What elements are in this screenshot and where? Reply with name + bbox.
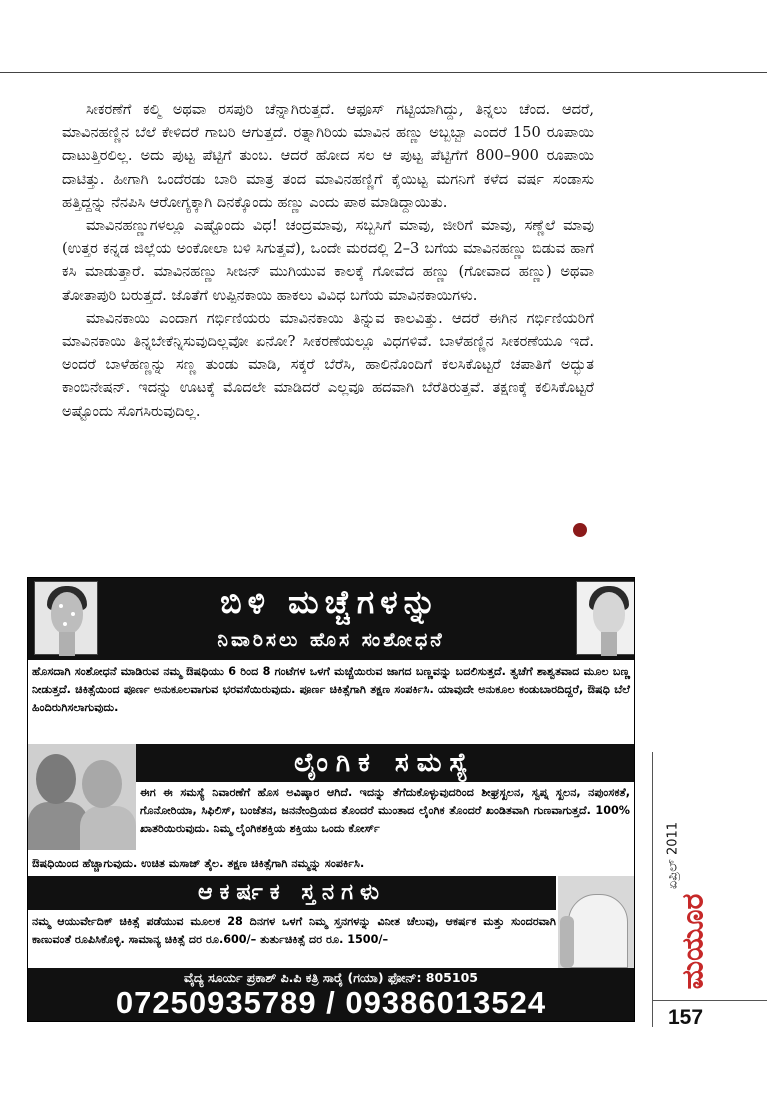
end-of-article-bullet: [573, 523, 587, 537]
ad-headline-breast: ಆಕರ್ಷಕ ಸ್ತನಗಳು: [198, 880, 386, 905]
article-paragraph-2: ಮಾವಿನಹಣ್ಣುಗಳಲ್ಲೂ ಎಷ್ಟೊಂದು ವಿಧ! ಚಂದ್ರಮಾವು, ಸಬ್ಬಸಿಗೆ ಮಾವು, ಜೀರಿಗೆ ಮಾವು, ಸಣ್ಣೆಲೆ ಮಾವು (ಉತ್ತರ ಕನ್ನಡ ಜಿಲ್ಲೆಯ ಅಂಕೋಲಾ ಬಳಿ ಸಿಗುತ್ತವೆ), ಒಂದೇ ಮರದಲ್ಲಿ 2–3 ಬಗೆಯ ಮಾವಿನಹಣ್ಣು ಬಿಡುವ ಹಾಗೆ ಕಸಿ ಮಾಡುತ್ತಾರೆ. ಮಾವಿನಹಣ್ಣು ಸೀಜನ್ ಮುಗಿಯುವ ಕಾಲಕ್ಕೆ ಗೋವೆದ ಹಣ್ಣು (ಗೋವಾದ ಹಣ್ಣು) ಅಥವಾ ತೋತಾಪುರಿ ಬರುತ್ತದೆ. ಜೊತೆಗೆ ಉಪ್ಪಿನಕಾಯಿ ಹಾಕಲು ವಿವಿಧ ಬಗೆಯ ಮಾವಿನಕಾಯಿಗಳು.: [62, 217, 594, 304]
article-body: [62, 98, 594, 423]
page-number: 157: [668, 1006, 704, 1029]
couple-photo: [28, 744, 136, 850]
advertisement: [27, 577, 635, 1022]
torso-photo: [558, 876, 634, 968]
ad-text-breast: ನಮ್ಮ ಆಯುರ್ವೇದಿಕ್ ಚಿಕಿತ್ಸೆ ಪಡೆಯುವ ಮೂಲಕ 28 ದಿನಗಳ ಒಳಗೆ ನಿಮ್ಮ ಸ್ತನಗಳನ್ನು ವಿನೀತ ಚೆಲುವು, ಆಕರ್ಷಕ ಮತ್ತು ಸುಂದರವಾಗಿ ಕಾಣುವಂತೆ ರೂಪಿಸಿಕೊಳ್ಳಿ. ಸಾಮಾನ್ಯ ಚಿಕಿತ್ಸೆ ದರ ರೂ.600/– ತುರ್ತುಚಿಕಿತ್ಸೆ ದರ ರೂ. 1500/–: [32, 915, 556, 946]
ad-headline-spots: ಬಿಳಿ ಮಚ್ಚೆಗಳನ್ನು: [220, 583, 442, 621]
ad-headline-sexual-problem: ಲೈಂಗಿಕ ಸಮಸ್ಯೆ: [294, 748, 476, 778]
magazine-logo: [664, 888, 724, 998]
ad-phone-numbers: 07250935789 / 09386013524: [115, 985, 547, 1020]
issue-date: [648, 821, 748, 890]
ad-text-sexual-problem-cont: ಔಷಧಿಯಿಂದ ಹೆಚ್ಚಾಗುವುದು. ಉಚಿತ ಮಸಾಜ್ ತೈಲ. ತಕ್ಷಣ ಚಿಕಿತ್ಸೆಗಾಗಿ ನಮ್ಮನ್ನು ಸಂಪರ್ಕಿಸಿ.: [32, 857, 365, 870]
article-paragraph-3: ಮಾವಿನಕಾಯಿ ಎಂದಾಗ ಗರ್ಭಿಣಿಯರು ಮಾವಿನಕಾಯಿ ತಿನ್ನುವ ಕಾಲವಿತ್ತು. ಆದರೆ ಈಗಿನ ಗರ್ಭಿಣಿಯರಿಗೆ ಮಾವಿನಕಾಯಿ ತಿನ್ನಬೇಕೆನ್ನಿಸುವುದಿಲ್ಲವೋ ಏನೋ? ಸೀಕರಣೆಯಲ್ಲೂ ವಿಧಗಳಿವೆ. ಬಾಳೆಹಣ್ಣಿನ ಸೀಕರಣೆಯೂ ಇದೆ. ಅಂದರೆ ಬಾಳೆಹಣ್ಣನ್ನು ಸಣ್ಣ ತುಂಡು ಮಾಡಿ, ಸಕ್ಕರೆ ಬೆರೆಸಿ, ಹಾಲಿನೊಂದಿಗೆ ಕಲಸಿಕೊಟ್ಟರೆ ಚಪಾತಿಗೆ ಅದ್ಭುತ ಕಾಂಬಿನೇಷನ್. ಇದನ್ನು ಊಟಕ್ಕೆ ಮೊದಲೇ ಮಾಡಿದರೆ ಎಲ್ಲವೂ ಹದವಾಗಿ ಬೆರೆತಿರುತ್ತವೆ. ತಕ್ಷಣಕ್ಕೆ ಕಲಿಸಿಕೊಟ್ಟರೆ ಅಷ್ಟೊಂದು ಸೊಗಸಿರುವುದಿಲ್ಲ.: [62, 309, 594, 420]
ad-subheadline-spots: ನಿವಾರಿಸಲು ಹೊಸ ಸಂಶೋಧನೆ: [217, 629, 445, 651]
ad-contact-band: [28, 968, 634, 1022]
face-with-spots-photo: [34, 581, 98, 655]
ad-contact-line: ವೈದ್ಯ ಸೂರ್ಯ ಪ್ರಕಾಶ್ ಪಿ.ಪಿ ಕತ್ರಿ ಸಾರೈ (ಗಯಾ) ಫೋನ್: 805105: [184, 970, 478, 985]
ad-text-sexual-problem: ಈಗ ಈ ಸಮಸ್ಯೆ ನಿವಾರಣೆಗೆ ಹೊಸ ಅವಿಷ್ಕಾರ ಆಗಿದೆ. ಇದನ್ನು ತೆಗೆದುಕೊಳ್ಳುವುದರಿಂದ ಶೀಘ್ರಸ್ಖಲನ, ಸ್ವಪ್ನ ಸ್ಖಲನ, ನಪುಂಸಕತೆ, ಗೊನೋರಿಯಾ, ಸಿಫಿಲಿಸ್, ಬಂಜೆತನ, ಜನನೇಂದ್ರಿಯದ ತೊಂದರೆ ಮುಂತಾದ ಲೈಂಗಿಕ ತೊಂದರೆ ಖಂಡಿತವಾಗಿ ಗುಣವಾಗುತ್ತದೆ. 100% ಖಾತರಿಯಿರುವುದು. ನಿಮ್ಮ ಲೈಂಗಿಕಶಕ್ತಿಯ ಶಕ್ತಿಯು ಒಂದು ಕೋರ್ಸ್: [140, 786, 630, 835]
article-paragraph-1: ಸೀಕರಣೆಗೆ ಕಲ್ಮಿ ಅಥವಾ ರಸಪುರಿ ಚೆನ್ನಾಗಿರುತ್ತದೆ. ಆಫೂಸ್ ಗಟ್ಟಿಯಾಗಿದ್ದು, ತಿನ್ನಲು ಚೆಂದ. ಆದರೆ, ಮಾವಿನಹಣ್ಣಿನ ಬೆಲೆ ಕೇಳಿದರೆ ಗಾಬರಿ ಆಗುತ್ತದೆ. ರತ್ನಾಗಿರಿಯ ಮಾವಿನ ಹಣ್ಣು ಅಬ್ಬಬ್ಬಾ ಎಂದರೆ 150 ರೂಪಾಯಿ ದಾಟುತ್ತಿರಲಿಲ್ಲ. ಅದು ಪುಟ್ಟ ಪೆಟ್ಟಿಗೆ ತುಂಬ. ಆದರೆ ಹೋದ ಸಲ ಆ ಪುಟ್ಟ ಪೆಟ್ಟಿಗೆಗೆ 800–900 ರೂಪಾಯಿ ದಾಟಿತ್ತು. ಹೀಗಾಗಿ ಒಂದೆರಡು ಬಾರಿ ಮಾತ್ರ ತಂದ ಮಾವಿನಹಣ್ಣಿಗೆ ಕೈಯಿಟ್ಟ ಮಗನಿಗೆ ಕಳೆದ ವರ್ಷ ಸಂಡಾಸು ಹತ್ತಿದ್ದನ್ನು ನೆನಪಿಸಿ ಆರೋಗ್ಯಕ್ಕಾಗಿ ದಿನಕ್ಕೊಂದು ಹಣ್ಣು ಎಂದು ಪಾಠ ಮಾಡಿದ್ದಾಯಿತು.: [62, 101, 594, 211]
issue-date-text: ಏಪ್ರಿಲ್ 2011: [665, 821, 681, 890]
magazine-logo-text: ಮಯೂರ: [675, 893, 711, 990]
ad-text-spots: ಹೊಸದಾಗಿ ಸಂಶೋಧನೆ ಮಾಡಿರುವ ನಮ್ಮ ಔಷಧಿಯು 6 ರಿಂದ 8 ಗಂಟೆಗಳ ಒಳಗೆ ಮಚ್ಚೆಯಿರುವ ಜಾಗದ ಬಣ್ಣವನ್ನು ಬದಲಿಸುತ್ತದೆ. ತ್ವಚೆಗೆ ಶಾಶ್ವತವಾದ ಮೂಲ ಬಣ್ಣ ನೀಡುತ್ತದೆ. ಚಿಕಿತ್ಸೆಯಿಂದ ಪೂರ್ಣ ಅನುಕೂಲವಾಗುವ ಭರವಸೆಯಿರುವುದು. ಪೂರ್ಣ ಚಿಕಿತ್ಸೆಗಾಗಿ ತಕ್ಷಣ ಸಂಪರ್ಕಿಸಿ. ಯಾವುದೇ ಅನುಕೂಲ ಕಂಡುಬಾರದಿದ್ದರೆ, ಔಷಧಿ ಬೆಲೆ ಹಿಂದಿರುಗಿಸಲಾಗುವುದು.: [32, 665, 630, 714]
ad-header-band: [28, 578, 634, 660]
page-number-rule: [652, 1000, 767, 1001]
sidebar-rule: [652, 752, 653, 1027]
ad-band-breast: [28, 876, 556, 910]
top-rule: [0, 72, 767, 73]
clear-face-photo: [576, 581, 635, 655]
ad-band-sexual-problem: [136, 744, 634, 782]
